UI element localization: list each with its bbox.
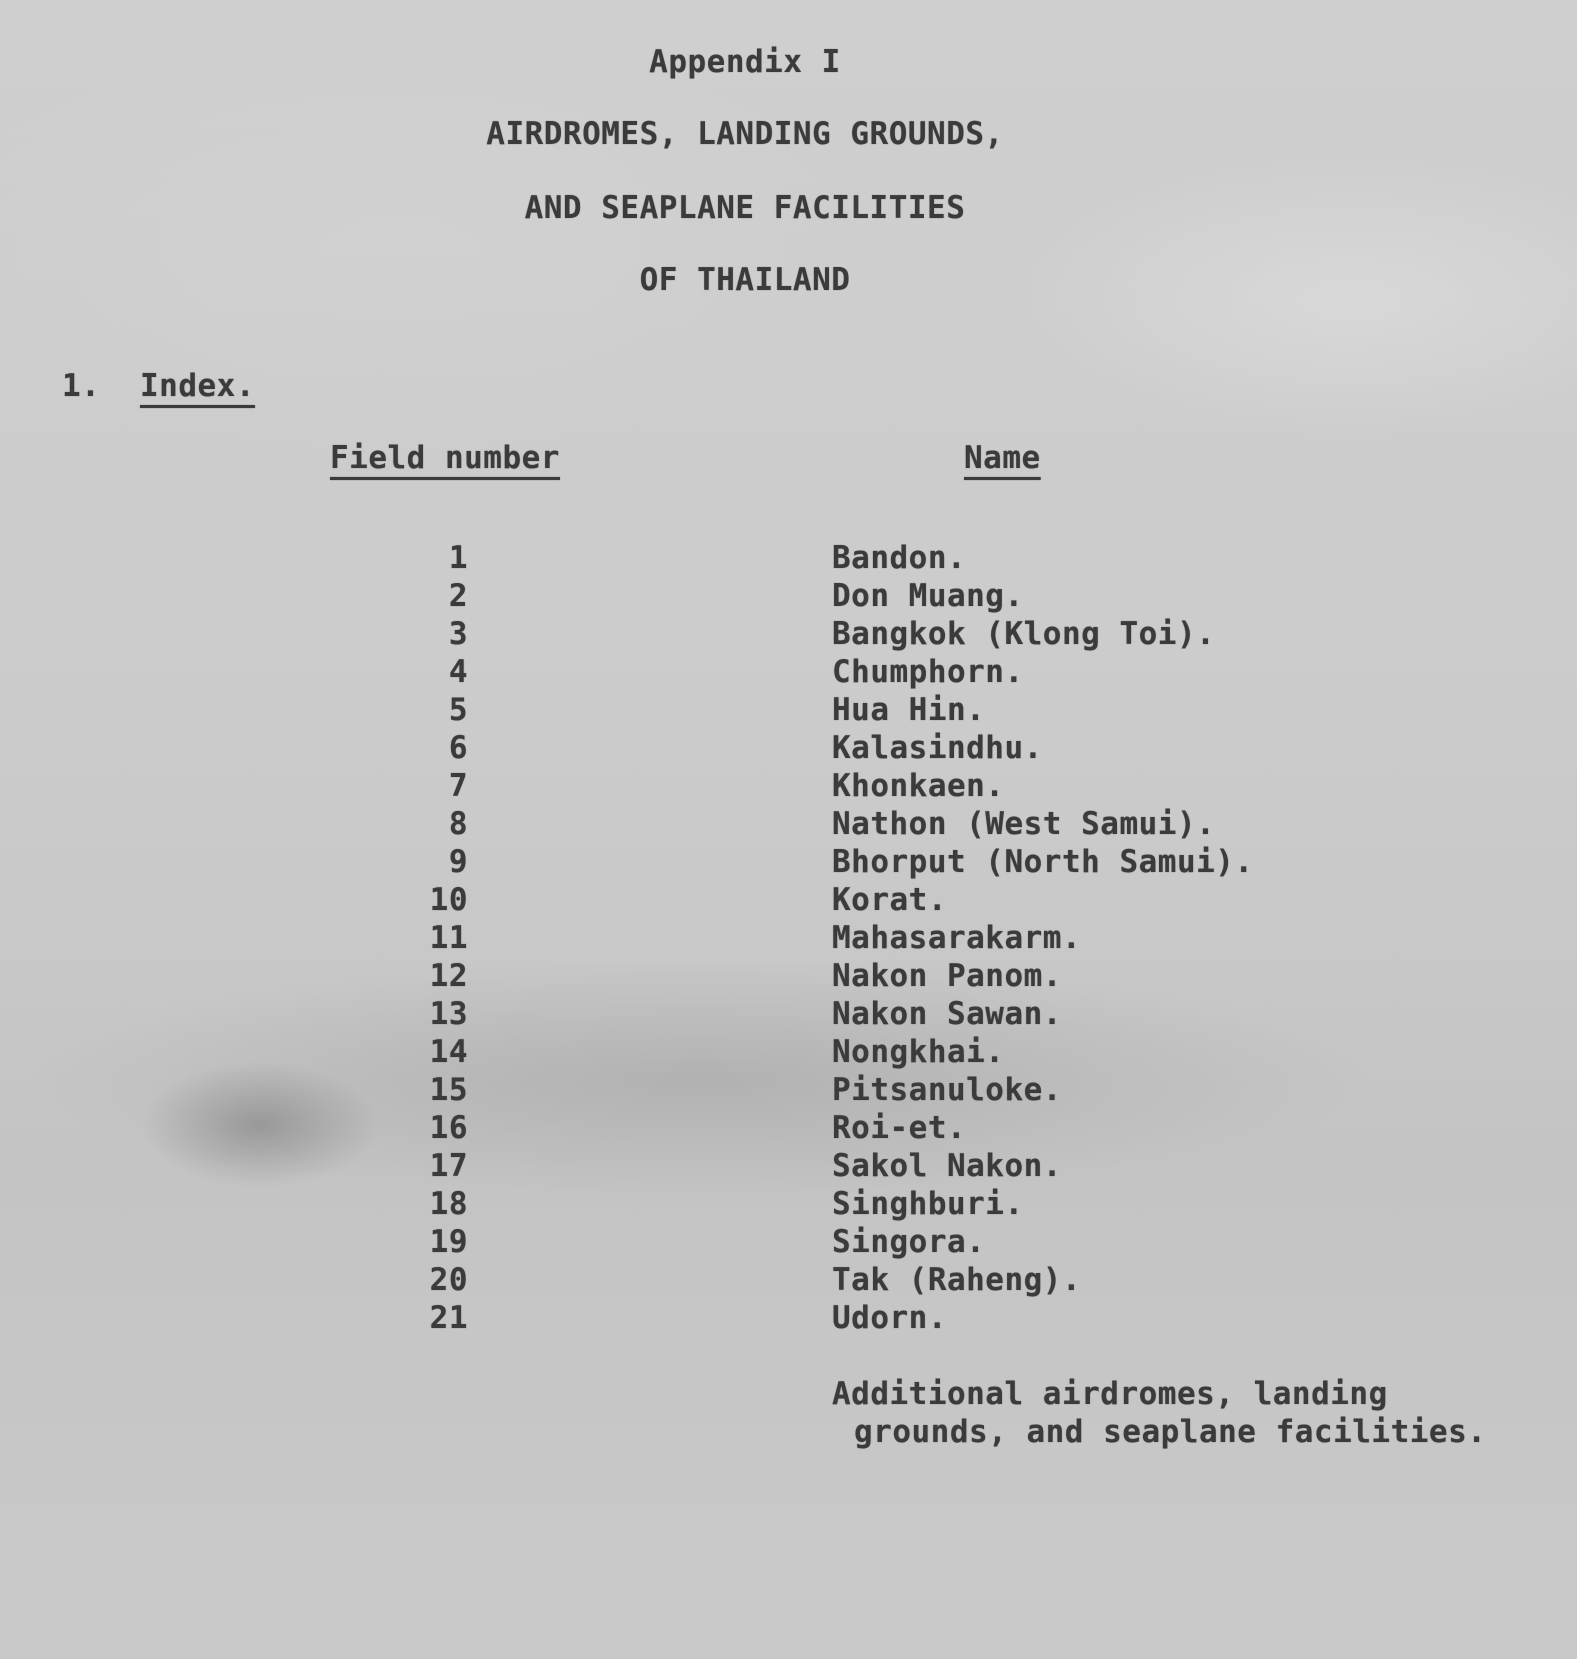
field-number-cell: 3 [448,616,468,652]
field-number-cell: 15 [429,1072,468,1108]
field-number-cell: 2 [448,578,468,614]
column-header-field-number: Field number [330,440,560,476]
field-name-cell: Nakon Sawan. [832,996,1062,1032]
field-number-cell: 10 [429,882,468,918]
footer-note-line-2: grounds, and seaplane facilities. [854,1414,1487,1450]
field-number-cell: 12 [429,958,468,994]
field-number-cell: 6 [448,730,468,766]
title-line-3: OF THAILAND [639,262,851,298]
field-name-cell: Bangkok (Klong Toi). [832,616,1216,652]
field-number-cell: 16 [429,1110,468,1146]
field-name-cell: Khonkaen. [832,768,1005,804]
field-number-cell: 14 [429,1034,468,1070]
field-name-cell: Tak (Raheng). [832,1262,1082,1298]
field-name-cell: Korat. [832,882,947,918]
footer-note-line-1: Additional airdromes, landing [832,1376,1388,1412]
field-name-cell: Don Muang. [832,578,1024,614]
field-name-cell: Hua Hin. [832,692,986,728]
title-line-1: AIRDROMES, LANDING GROUNDS, [486,116,1004,152]
field-name-cell: Bandon. [832,540,967,576]
field-name-cell: Roi-et. [832,1110,967,1146]
field-number-cell: 18 [429,1186,468,1222]
field-number-cell: 4 [448,654,468,690]
field-name-cell: Udorn. [832,1300,947,1336]
field-name-cell: Sakol Nakon. [832,1148,1062,1184]
appendix-label: Appendix I [649,44,841,80]
field-number-cell: 20 [429,1262,468,1298]
field-number-cell: 1 [448,540,468,576]
field-name-cell: Kalasindhu. [832,730,1043,766]
field-number-cell: 7 [448,768,468,804]
field-name-cell: Singhburi. [832,1186,1024,1222]
field-number-cell: 9 [448,844,468,880]
field-number-cell: 13 [429,996,468,1032]
field-name-cell: Bhorput (North Samui). [832,844,1254,880]
field-number-cell: 19 [429,1224,468,1260]
field-name-cell: Pitsanuloke. [832,1072,1062,1108]
field-name-cell: Nathon (West Samui). [832,806,1216,842]
field-name-cell: Mahasarakarm. [832,920,1082,956]
field-number-cell: 8 [448,806,468,842]
field-name-cell: Nakon Panom. [832,958,1062,994]
section-heading: Index. [140,368,255,404]
column-header-name: Name [964,440,1041,476]
field-name-cell: Chumphorn. [832,654,1024,690]
field-number-cell: 21 [429,1300,468,1336]
field-number-cell: 17 [429,1148,468,1184]
field-number-cell: 11 [429,920,468,956]
field-name-cell: Singora. [832,1224,986,1260]
field-number-cell: 5 [448,692,468,728]
section-number: 1. [62,368,101,404]
field-name-cell: Nongkhai. [832,1034,1005,1070]
title-line-2: AND SEAPLANE FACILITIES [524,190,966,226]
